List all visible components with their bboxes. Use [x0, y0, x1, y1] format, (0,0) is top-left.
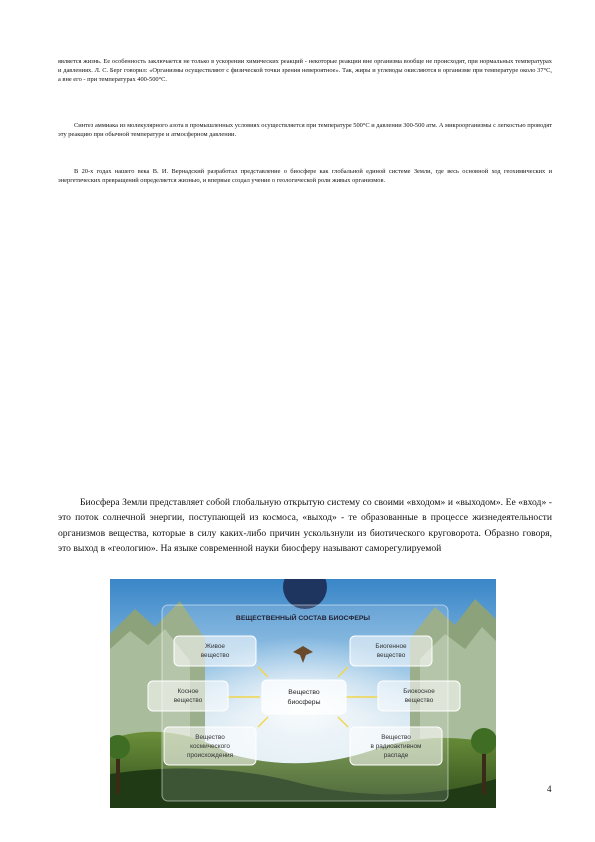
box-center-line2: биосферы [287, 699, 321, 706]
box-inert-line2: вещество [173, 697, 203, 704]
paragraph: Синтез аммиака из молекулярного азота в промышленных условиях осуществляется при температуре 500°С и давлении 300-500 атм. А микроорганизмы с легкостью проводят эту реакцию при обычной температуре и атмосферном давлении. [58, 122, 552, 139]
figure-title: ВЕЩЕСТВЕННЫЙ СОСТАВ БИОСФЕРЫ [235, 615, 371, 622]
paragraph: В 20-х годах нашего века В. И. Вернадский разработал представление о биосфере как глобальной единой системе Земли, где весь основной ход геохимических и энергетических превращений определяется жизнью, и впервые создал учение о геологической роли живых организмов. [58, 168, 552, 185]
box-cosmic-line1: Вещество [195, 734, 225, 741]
paragraph: является жизнь. Ее особенность заключается не только в ускорении химических реакций - некоторые реакции вне организма вообще не происходят, при нормальных температурах и давлениях. Л. С. Берг говорил: «Организмы осуществляют с физической точки зрения невероятное». Так, жиры и углеводы окисляются в организме при температуре около 37°С, а вне его - при температурах 400-500°С. [58, 58, 552, 84]
paragraph: Биосфера Земли представляет собой глобальную открытую систему со своими «входом» и «выходом». Ее «вход» - это поток солнечной энергии, поступающей из космоса, «выход» - те образованные в процессе жизнедеятельности организмов вещества, которые в силу каких-либо причин ускользнули из биотического круговорота. Образно говоря, это выход в «геологию». На языке современной науки биосферу называют саморегулируемой [58, 497, 552, 554]
box-radioactive-line1: Вещество [381, 734, 411, 741]
biosphere-composition-figure [110, 579, 496, 808]
box-bioinert-line1: Биокосное [403, 688, 435, 695]
box-live-line2: вещество [200, 652, 230, 659]
box-biogenic-line2: вещество [376, 652, 406, 659]
box-biogenic-line1: Биогенное [375, 643, 407, 650]
figure-illustration [110, 579, 496, 808]
box-live-line1: Живое [205, 643, 225, 650]
box-cosmic-line3: происхождения [186, 752, 234, 759]
box-radioactive-line2: в радиоактивном [370, 743, 422, 750]
page-number: 4 [547, 784, 552, 794]
box-bioinert-line2: вещество [404, 697, 434, 704]
box-inert-line1: Косное [177, 688, 199, 695]
box-radioactive-line3: распаде [383, 752, 409, 759]
box-cosmic-line2: космического [190, 743, 230, 750]
box-center-line1: Вещество [288, 689, 320, 696]
